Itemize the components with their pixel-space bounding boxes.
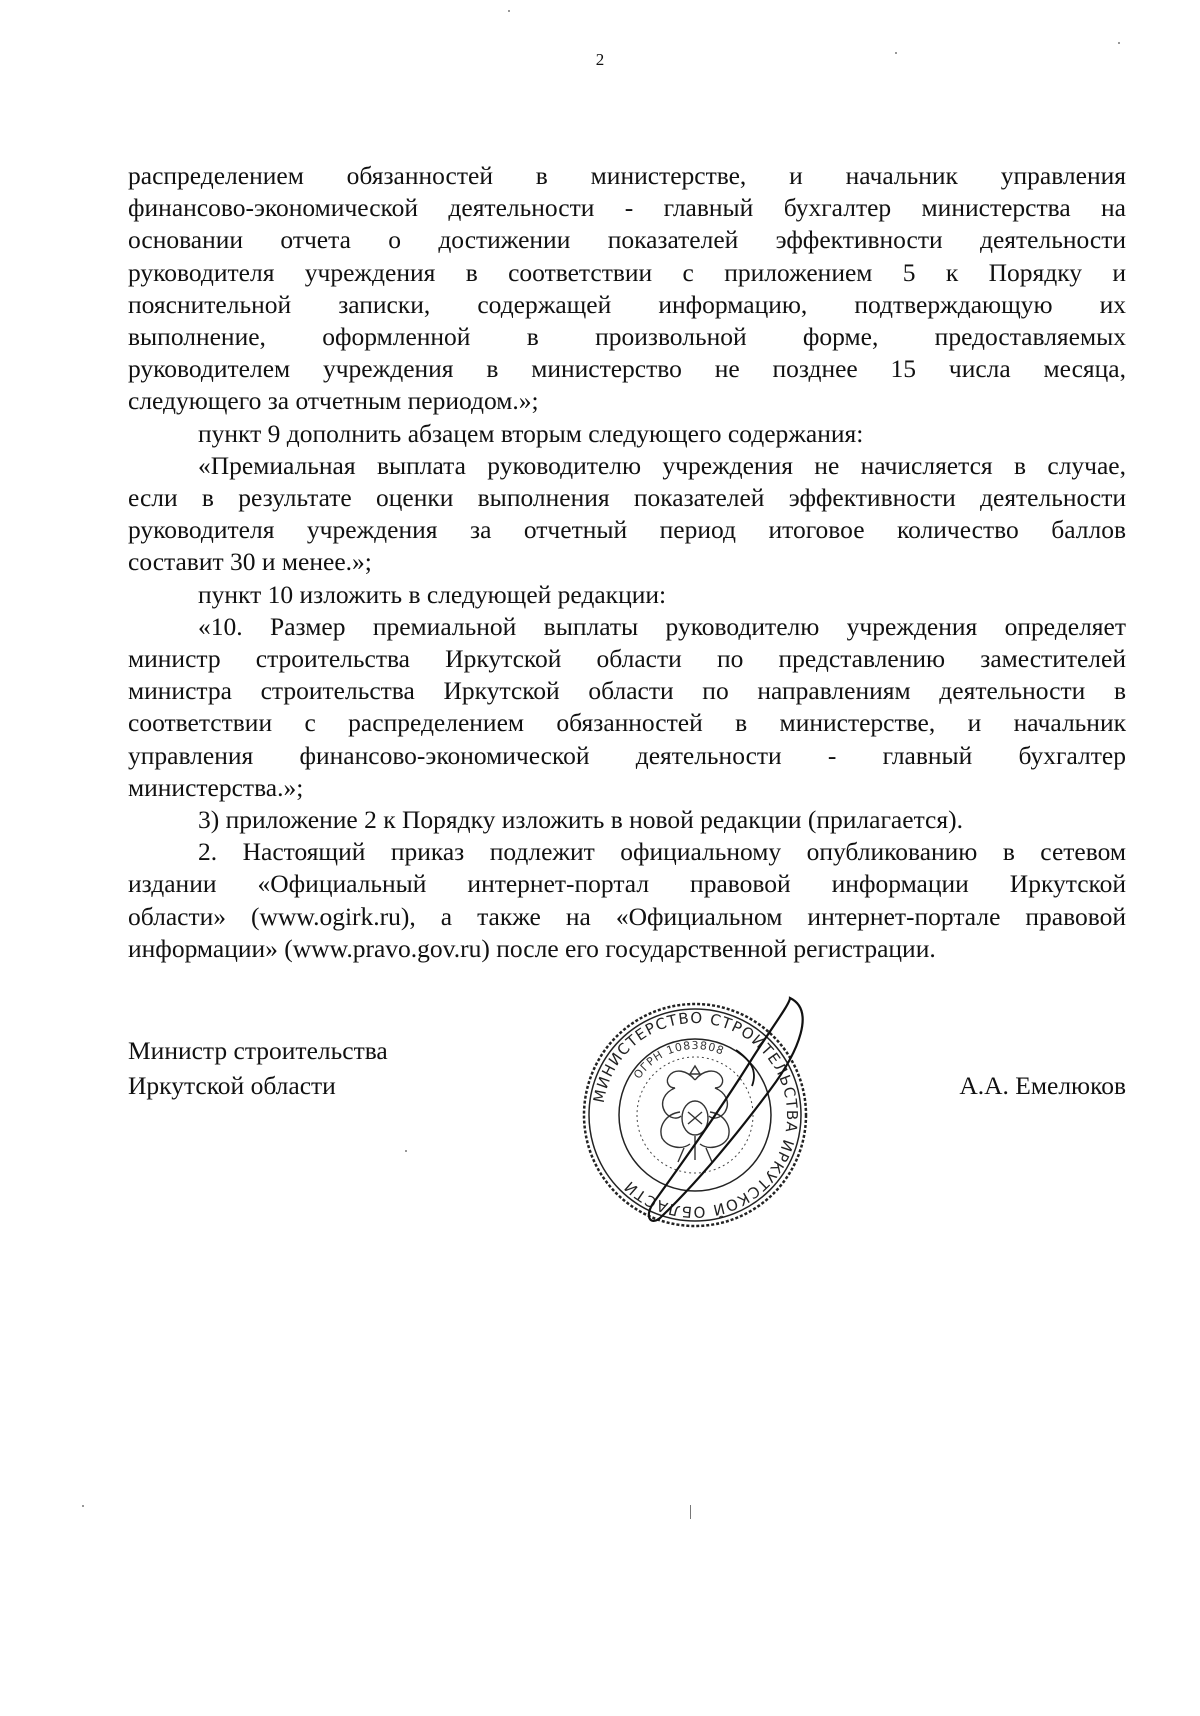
paragraph-2-line-1: пункт 9 дополнить абзацем вторым следующего содержания: xyxy=(198,418,864,448)
seal-inner-text: ОГРН 1083808 xyxy=(631,1038,727,1082)
paragraph-7-line-2: издании «Официальный интернет-портал правовой информации Иркутской xyxy=(128,869,1126,899)
paragraph-5-line-5: управления финансово-экономической деятельности - главный бухгалтер xyxy=(128,740,1126,770)
scan-speck xyxy=(1118,42,1120,44)
paragraph-7-line-1: 2. Настоящий приказ подлежит официальному опубликованию в сетевом xyxy=(198,837,1126,867)
paragraph-3-line-4: составит 30 и менее.»; xyxy=(128,547,372,577)
paragraph-1-line-3: основании отчета о достижении показателей эффективности деятельности xyxy=(128,225,1126,255)
seal-outer-text: МИНИСТЕРСТВО СТРОИТЕЛЬСТВА ИРКУТСКОЙ ОБЛАСТИ xyxy=(589,1008,802,1222)
signature-position xyxy=(128,1033,388,1103)
paragraph-4-line-1: пункт 10 изложить в следующей редакции: xyxy=(198,579,667,609)
paragraph-5-line-6: министерства.»; xyxy=(128,772,304,802)
paragraph-1-line-5: пояснительной записки, содержащей информацию, подтверждающую их xyxy=(128,289,1126,319)
paragraph-5-line-1: «10. Размер премиальной выплаты руководителю учреждения определяет xyxy=(198,611,1126,641)
paragraph-1-line-7: руководителем учреждения в министерство не позднее 15 числа месяца, xyxy=(128,354,1126,384)
paragraph-3-line-2: если в результате оценки выполнения показателей эффективности деятельности xyxy=(128,483,1126,513)
paragraph-3-line-1: «Премиальная выплата руководителю учреждения не начисляется в случае, xyxy=(198,450,1126,480)
scan-speck xyxy=(508,10,510,12)
paragraph-7-line-3: области» (www.ogirk.ru), а также на «Официальном интернет-портале правовой xyxy=(128,901,1126,931)
paragraph-6-line-1: 3) приложение 2 к Порядку изложить в новой редакции (прилагается). xyxy=(198,805,963,835)
paragraph-5-line-2: министр строительства Иркутской области по представлению заместителей xyxy=(128,644,1126,674)
paragraph-1-line-4: руководителя учреждения в соответствии с приложением 5 к Порядку и xyxy=(128,257,1126,287)
paragraph-1-line-1: распределением обязанностей в министерстве, и начальник управления xyxy=(128,161,1126,190)
signatory-name: А.А. Емелюков xyxy=(959,1071,1126,1100)
paragraph-7-line-4: информации» (www.pravo.gov.ru) после его государственной регистрации. xyxy=(128,933,936,963)
handwritten-signature xyxy=(640,990,820,1230)
signature-position-line-1: Министр строительства xyxy=(128,1036,388,1065)
paragraph-1-line-6: выполнение, оформленной в произвольной форме, предоставляемых xyxy=(128,322,1126,352)
scan-speck xyxy=(82,1505,84,1507)
paragraph-1-line-2: финансово-экономической деятельности - главный бухгалтер министерства на xyxy=(128,193,1126,223)
paragraph-5-line-3: министра строительства Иркутской области по направлениям деятельности в xyxy=(128,676,1126,706)
page-number: 2 xyxy=(595,50,605,69)
scan-speck xyxy=(895,52,897,54)
paragraph-3-line-3: руководителя учреждения за отчетный период итоговое количество баллов xyxy=(128,515,1126,545)
scan-speck xyxy=(405,1150,407,1152)
signature-position-line-2: Иркутской области xyxy=(128,1071,336,1100)
document-body xyxy=(128,160,1126,965)
scan-speck xyxy=(690,1505,691,1519)
paragraph-1-line-8: следующего за отчетным периодом.»; xyxy=(128,386,539,416)
paragraph-5-line-4: соответствии с распределением обязанностей в министерстве, и начальник xyxy=(128,708,1126,738)
